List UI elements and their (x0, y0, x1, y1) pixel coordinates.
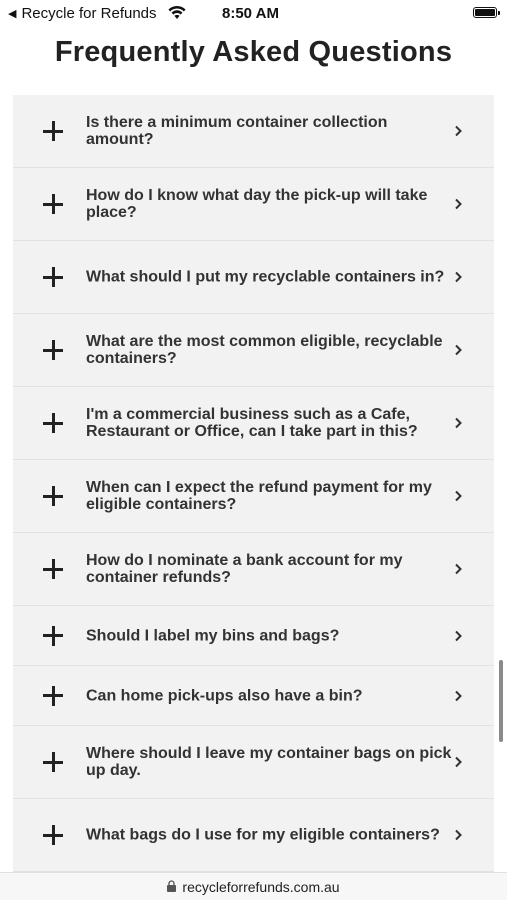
faq-question: When can I expect the refund payment for my eligible containers? (86, 479, 432, 513)
faq-item[interactable] (13, 95, 494, 168)
faq-item[interactable] (13, 387, 494, 460)
expand-plus-icon[interactable] (43, 121, 63, 141)
chevron-right-icon[interactable] (452, 829, 464, 841)
wifi-icon (167, 4, 187, 20)
chevron-right-icon[interactable] (452, 344, 464, 356)
faq-question: Where should I leave my container bags on pick up day. (86, 745, 452, 779)
chevron-right-icon[interactable] (452, 490, 464, 502)
scrollbar[interactable] (499, 660, 503, 742)
faq-item[interactable] (13, 241, 494, 314)
faq-question: What bags do I use for my eligible containers? (86, 826, 440, 844)
faq-question: How do I know what day the pick-up will take place? (86, 187, 428, 221)
expand-plus-icon[interactable] (43, 267, 63, 287)
faq-item[interactable] (13, 314, 494, 387)
expand-plus-icon[interactable] (43, 413, 63, 433)
lock-icon (167, 880, 176, 892)
page-title: Frequently Asked Questions (54, 36, 453, 68)
expand-plus-icon[interactable] (43, 825, 63, 845)
status-time: 8:50 AM (222, 5, 279, 22)
expand-plus-icon[interactable] (43, 340, 63, 360)
faq-question: I'm a commercial business such as a Cafe, Restaurant or Office, can I take part in this? (86, 406, 418, 440)
chevron-right-icon[interactable] (452, 125, 464, 137)
faq-item[interactable] (13, 460, 494, 533)
faq-item[interactable] (13, 533, 494, 606)
chevron-right-icon[interactable] (452, 756, 464, 768)
chevron-right-icon[interactable] (452, 690, 464, 702)
faq-list (13, 95, 494, 872)
back-triangle-icon: ◀ (8, 8, 17, 20)
back-to-app-button[interactable] (8, 5, 157, 22)
expand-plus-icon[interactable] (43, 486, 63, 506)
battery-icon (473, 7, 497, 18)
url-bar[interactable] (0, 872, 507, 900)
chevron-right-icon[interactable] (452, 630, 464, 642)
faq-item[interactable] (13, 168, 494, 241)
faq-question: Should I label my bins and bags? (86, 627, 340, 644)
faq-item[interactable] (13, 726, 494, 799)
expand-plus-icon[interactable] (43, 559, 63, 579)
chevron-right-icon[interactable] (452, 417, 464, 429)
faq-item[interactable] (13, 666, 494, 726)
faq-question: What are the most common eligible, recyclable containers? (86, 333, 443, 367)
back-app-label: Recycle for Refunds (21, 5, 157, 22)
status-bar (0, 0, 507, 28)
faq-item[interactable] (13, 606, 494, 666)
faq-item[interactable] (13, 799, 494, 872)
chevron-right-icon[interactable] (452, 563, 464, 575)
url-text: recycleforrefunds.com.au (182, 878, 340, 895)
faq-question: Is there a minimum container collection amount? (86, 114, 388, 148)
faq-question: Can home pick-ups also have a bin? (86, 687, 363, 704)
expand-plus-icon[interactable] (43, 194, 63, 214)
faq-question: How do I nominate a bank account for my container refunds? (86, 552, 403, 586)
expand-plus-icon[interactable] (43, 626, 63, 646)
chevron-right-icon[interactable] (452, 198, 464, 210)
expand-plus-icon[interactable] (43, 686, 63, 706)
expand-plus-icon[interactable] (43, 752, 63, 772)
chevron-right-icon[interactable] (452, 271, 464, 283)
faq-question: What should I put my recyclable containers in? (86, 268, 445, 286)
